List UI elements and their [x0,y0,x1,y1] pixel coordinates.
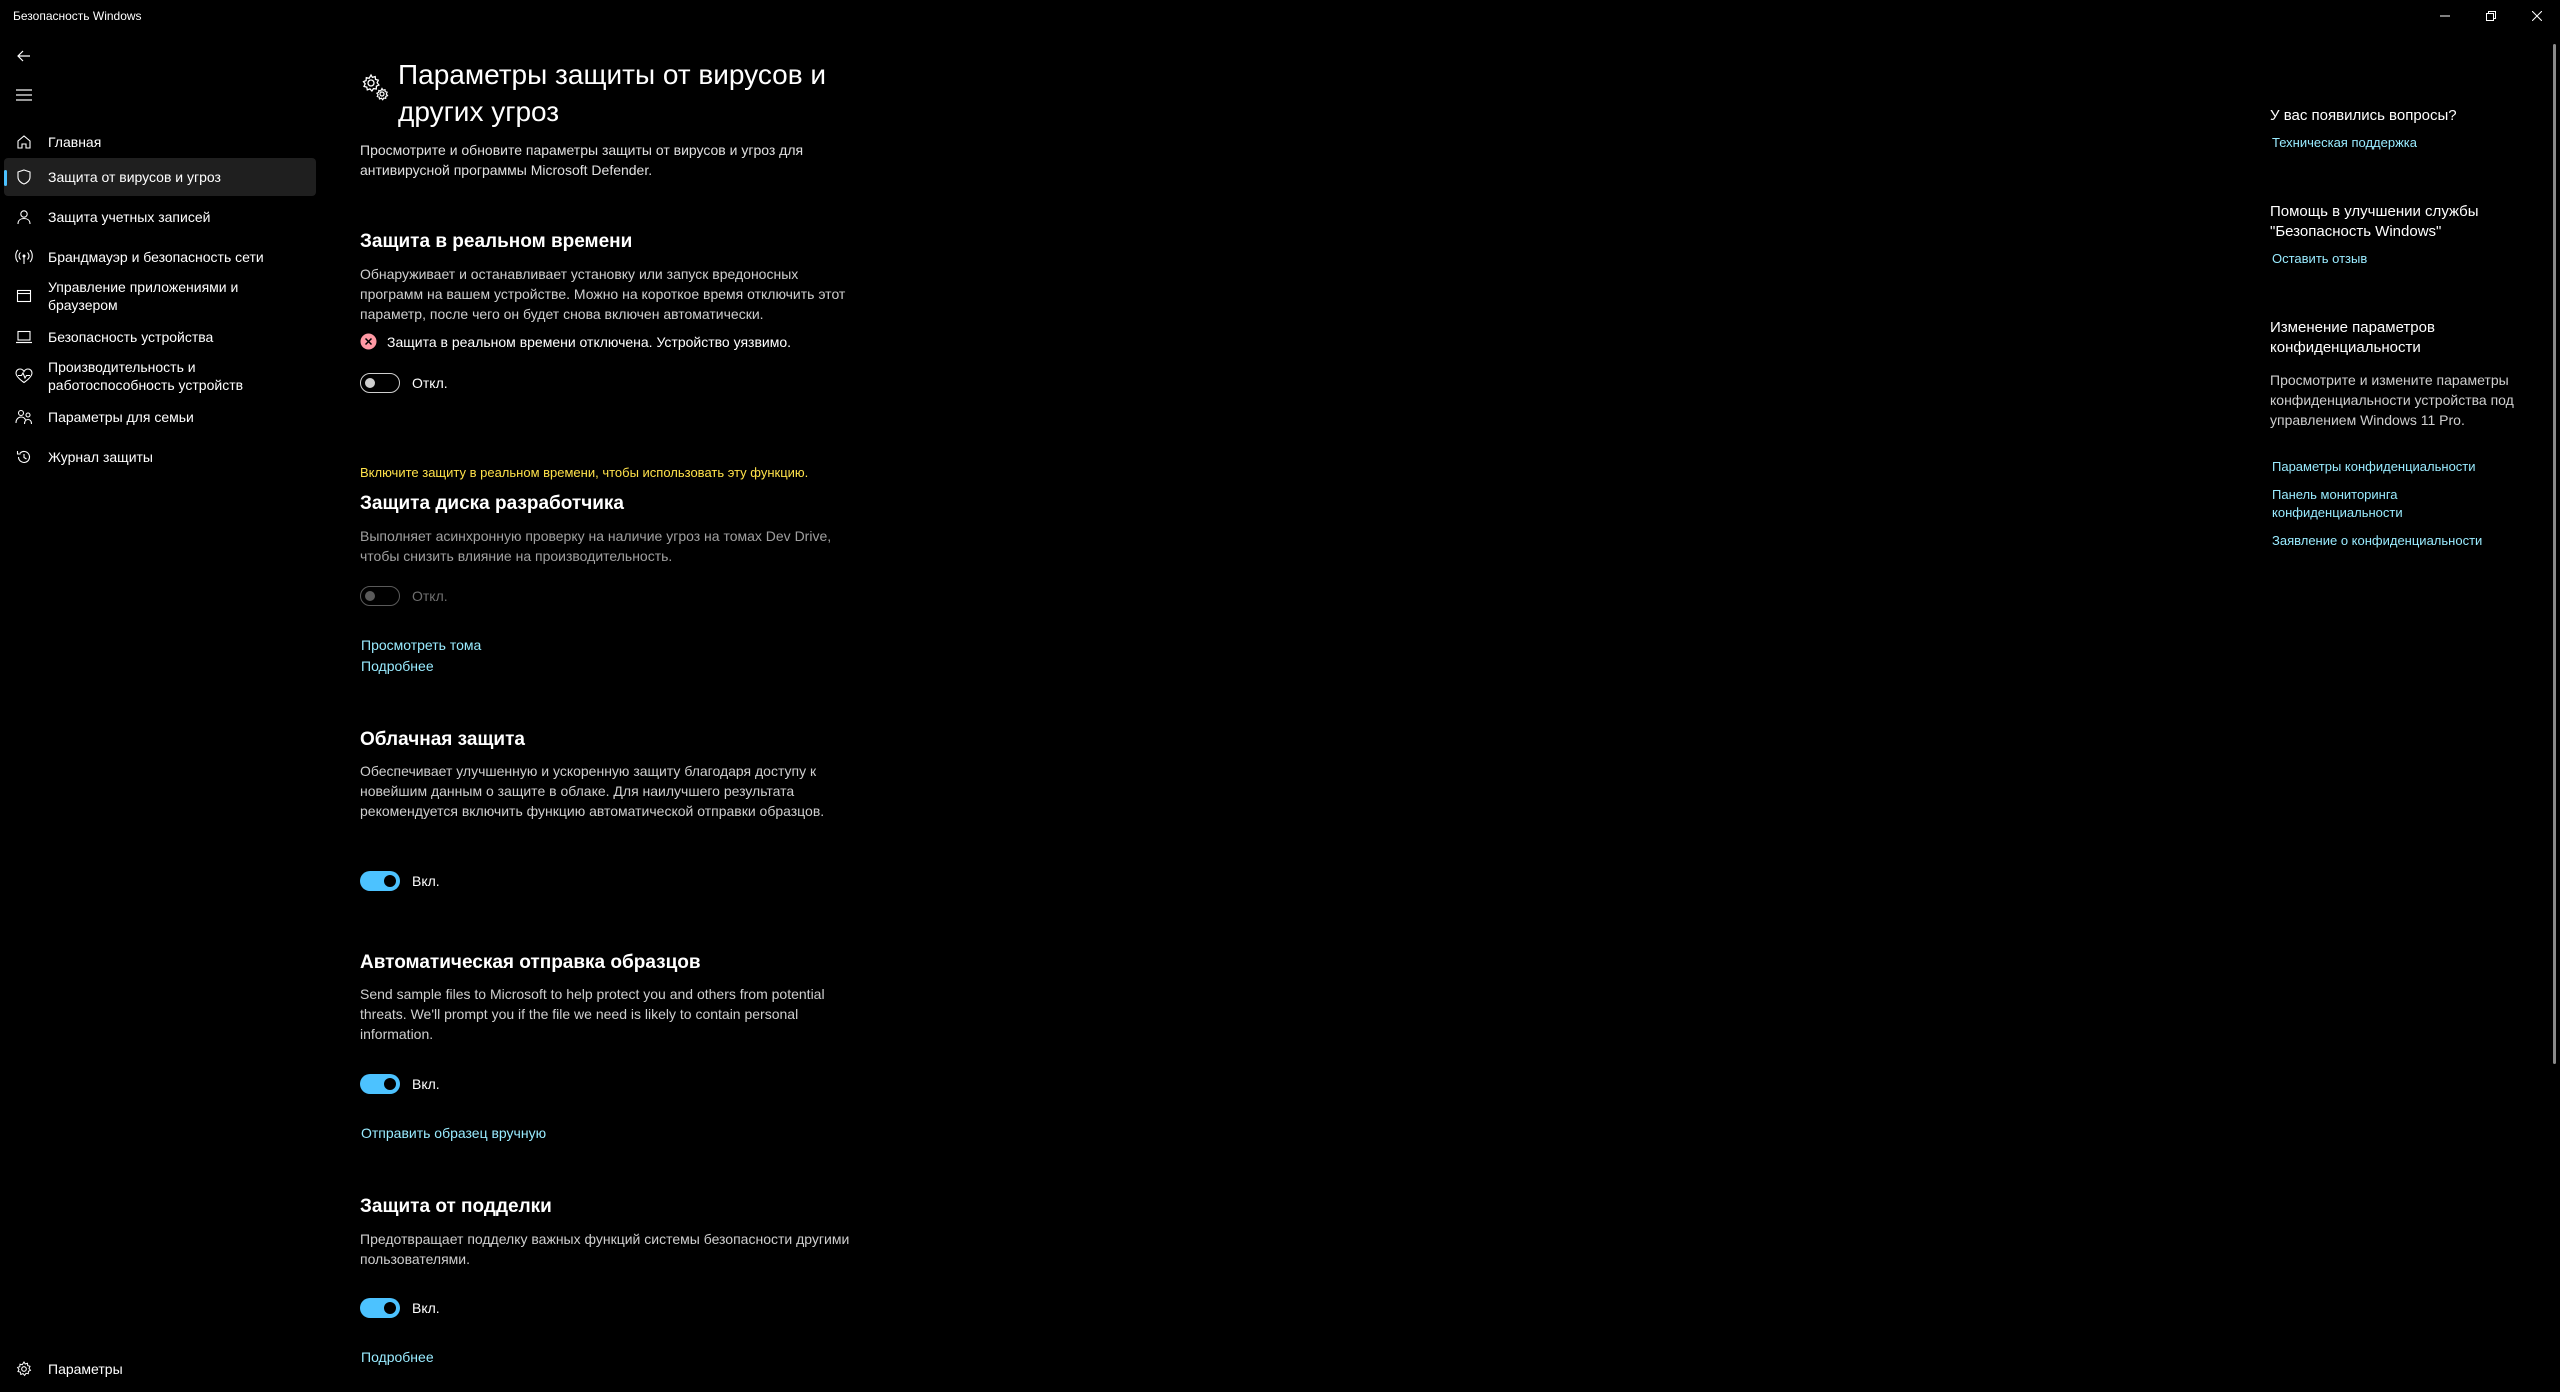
devdrive-protection-title: Защита диска разработчика [360,493,624,514]
sidebar-item-app-browser-control[interactable] [4,274,316,322]
sample-submission-description: Send sample files to Microsoft to help protect you and others from potential threats. We'll prompt you if the file we need is likely to contain personal information. [360,986,825,1042]
sidebar-item-label: Безопасность устройства [48,329,214,345]
realtime-status-text: Защита в реальном времени отключена. Устройство уязвимо. [387,333,791,350]
close-button[interactable] [2514,0,2560,32]
cloud-toggle-row [360,871,440,891]
minimize-icon [2440,11,2450,21]
privacy-settings-link[interactable]: Параметры конфиденциальности [2272,459,2476,474]
restore-icon [2486,11,2496,21]
privacy-heading: Изменение параметров конфиденциальности [2270,319,2435,356]
app-window-icon [15,287,33,305]
cloud-protection-toggle[interactable] [360,871,400,891]
privacy-description: Просмотрите и измените параметры конфиденциальности устройства под управлением Windows 11 Pro. [2270,372,2514,428]
submit-sample-manually-link[interactable]: Отправить образец вручную [361,1125,547,1141]
sidebar-item-firewall[interactable] [4,238,316,278]
sidebar-item-label: Параметры для семьи [48,409,194,425]
view-volumes-link[interactable]: Просмотреть тома [361,637,482,653]
sidebar-item-label: Журнал защиты [48,449,153,465]
questions-heading: У вас появились вопросы? [2270,107,2457,124]
cloud-protection-title: Облачная защита [360,729,525,750]
privacy-statement-link[interactable]: Заявление о конфиденциальности [2272,533,2483,548]
person-icon [15,208,33,226]
realtime-protection-description: Обнаруживает и останавливает установку или запуск вредоносных программ на вашем устройстве. Можно на короткое время отключить этот параметр, после чего он будет снова включен автоматически. [360,266,846,322]
sidebar-item-device-performance[interactable] [4,354,316,402]
realtime-toggle-row [360,373,448,393]
title-bar [0,0,2560,34]
tamper-protection-description: Предотвращает подделку важных функций системы безопасности другими пользователями. [360,1231,850,1267]
laptop-icon [15,328,33,346]
gear-icon [15,1360,33,1378]
devdrive-warning: Включите защиту в реальном времени, чтобы использовать эту функцию. [360,465,809,480]
sidebar-item-protection-history[interactable] [4,438,316,478]
realtime-toggle-label: Откл. [412,375,448,391]
sidebar-item-device-security[interactable] [4,318,316,358]
tamper-protection-toggle[interactable] [360,1298,400,1318]
heart-pulse-icon [15,367,33,385]
realtime-protection-title: Защита в реальном времени [360,231,633,252]
sidebar-item-label: Управление приложениями и браузером [48,279,239,313]
tamper-toggle-label: Вкл. [412,1300,440,1316]
hamburger-icon [16,89,32,101]
tamper-protection-title: Защита от подделки [360,1196,552,1217]
main-content [360,34,2240,1392]
sidebar-item-label: Брандмауэр и безопасность сети [48,249,264,265]
page-description: Просмотрите и обновите параметры защиты от вирусов и угроз для антивирусной программы Microsoft Defender. [360,142,804,178]
sample-submission-title: Автоматическая отправка образцов [360,952,701,973]
sidebar-item-label: Главная [48,134,102,150]
tamper-toggle-row [360,1298,440,1318]
devdrive-protection-toggle [360,586,400,606]
sidebar-item-home[interactable] [4,122,316,162]
sidebar-item-label: Производительность и работоспособность устройств [48,359,244,393]
menu-button[interactable] [8,79,40,111]
privacy-dashboard-link[interactable]: Панель мониторинга конфиденциальности [2272,487,2403,520]
back-button[interactable] [8,40,40,72]
devdrive-protection-description: Выполняет асинхронную проверку на наличие угроз на томах Dev Drive, чтобы снизить влияние на производительность. [360,528,832,564]
sidebar-item-account-protection[interactable] [4,198,316,238]
minimize-button[interactable] [2422,0,2468,32]
scrollbar[interactable] [2553,44,2556,1064]
gears-icon [360,72,390,102]
family-icon [15,408,33,426]
wifi-antenna-icon [15,248,33,266]
cloud-protection-description: Обеспечивает улучшенную и ускоренную защиту благодаря доступу к новейшим данным о защите в облаке. Для наилучшего результата рекомендуется включить функцию автоматической отправки образцов. [360,763,825,819]
samples-toggle-row [360,1074,440,1094]
restore-button[interactable] [2468,0,2514,32]
page-title: Параметры защиты от вирусов и других угроз [398,59,827,127]
samples-toggle-label: Вкл. [412,1076,440,1092]
improve-heading: Помощь в улучшении службы "Безопасность Windows" [2270,203,2479,240]
devdrive-toggle-row [360,586,448,606]
sidebar-item-label: Защита учетных записей [48,209,211,225]
devdrive-toggle-label: Откл. [412,588,448,604]
give-feedback-link[interactable]: Оставить отзыв [2272,251,2368,266]
sidebar [0,34,320,1392]
devdrive-learn-more-link[interactable]: Подробнее [361,658,434,674]
sample-submission-toggle[interactable] [360,1074,400,1094]
back-arrow-icon [17,49,31,63]
sidebar-item-label: Защита от вирусов и угроз [48,169,221,185]
close-icon [2532,11,2542,21]
tech-support-link[interactable]: Техническая поддержка [2272,135,2417,150]
window-title: Безопасность Windows [13,9,142,23]
error-icon [360,333,377,350]
history-icon [15,448,33,466]
shield-icon [15,168,33,186]
sidebar-item-virus-protection[interactable] [4,158,316,196]
realtime-protection-toggle[interactable] [360,373,400,393]
sidebar-item-family-options[interactable] [4,398,316,438]
sidebar-item-settings[interactable] [4,1350,316,1390]
realtime-status [360,333,791,350]
tamper-learn-more-link[interactable]: Подробнее [361,1349,434,1365]
cloud-toggle-label: Вкл. [412,873,440,889]
home-icon [15,133,33,151]
sidebar-item-label: Параметры [48,1361,123,1377]
